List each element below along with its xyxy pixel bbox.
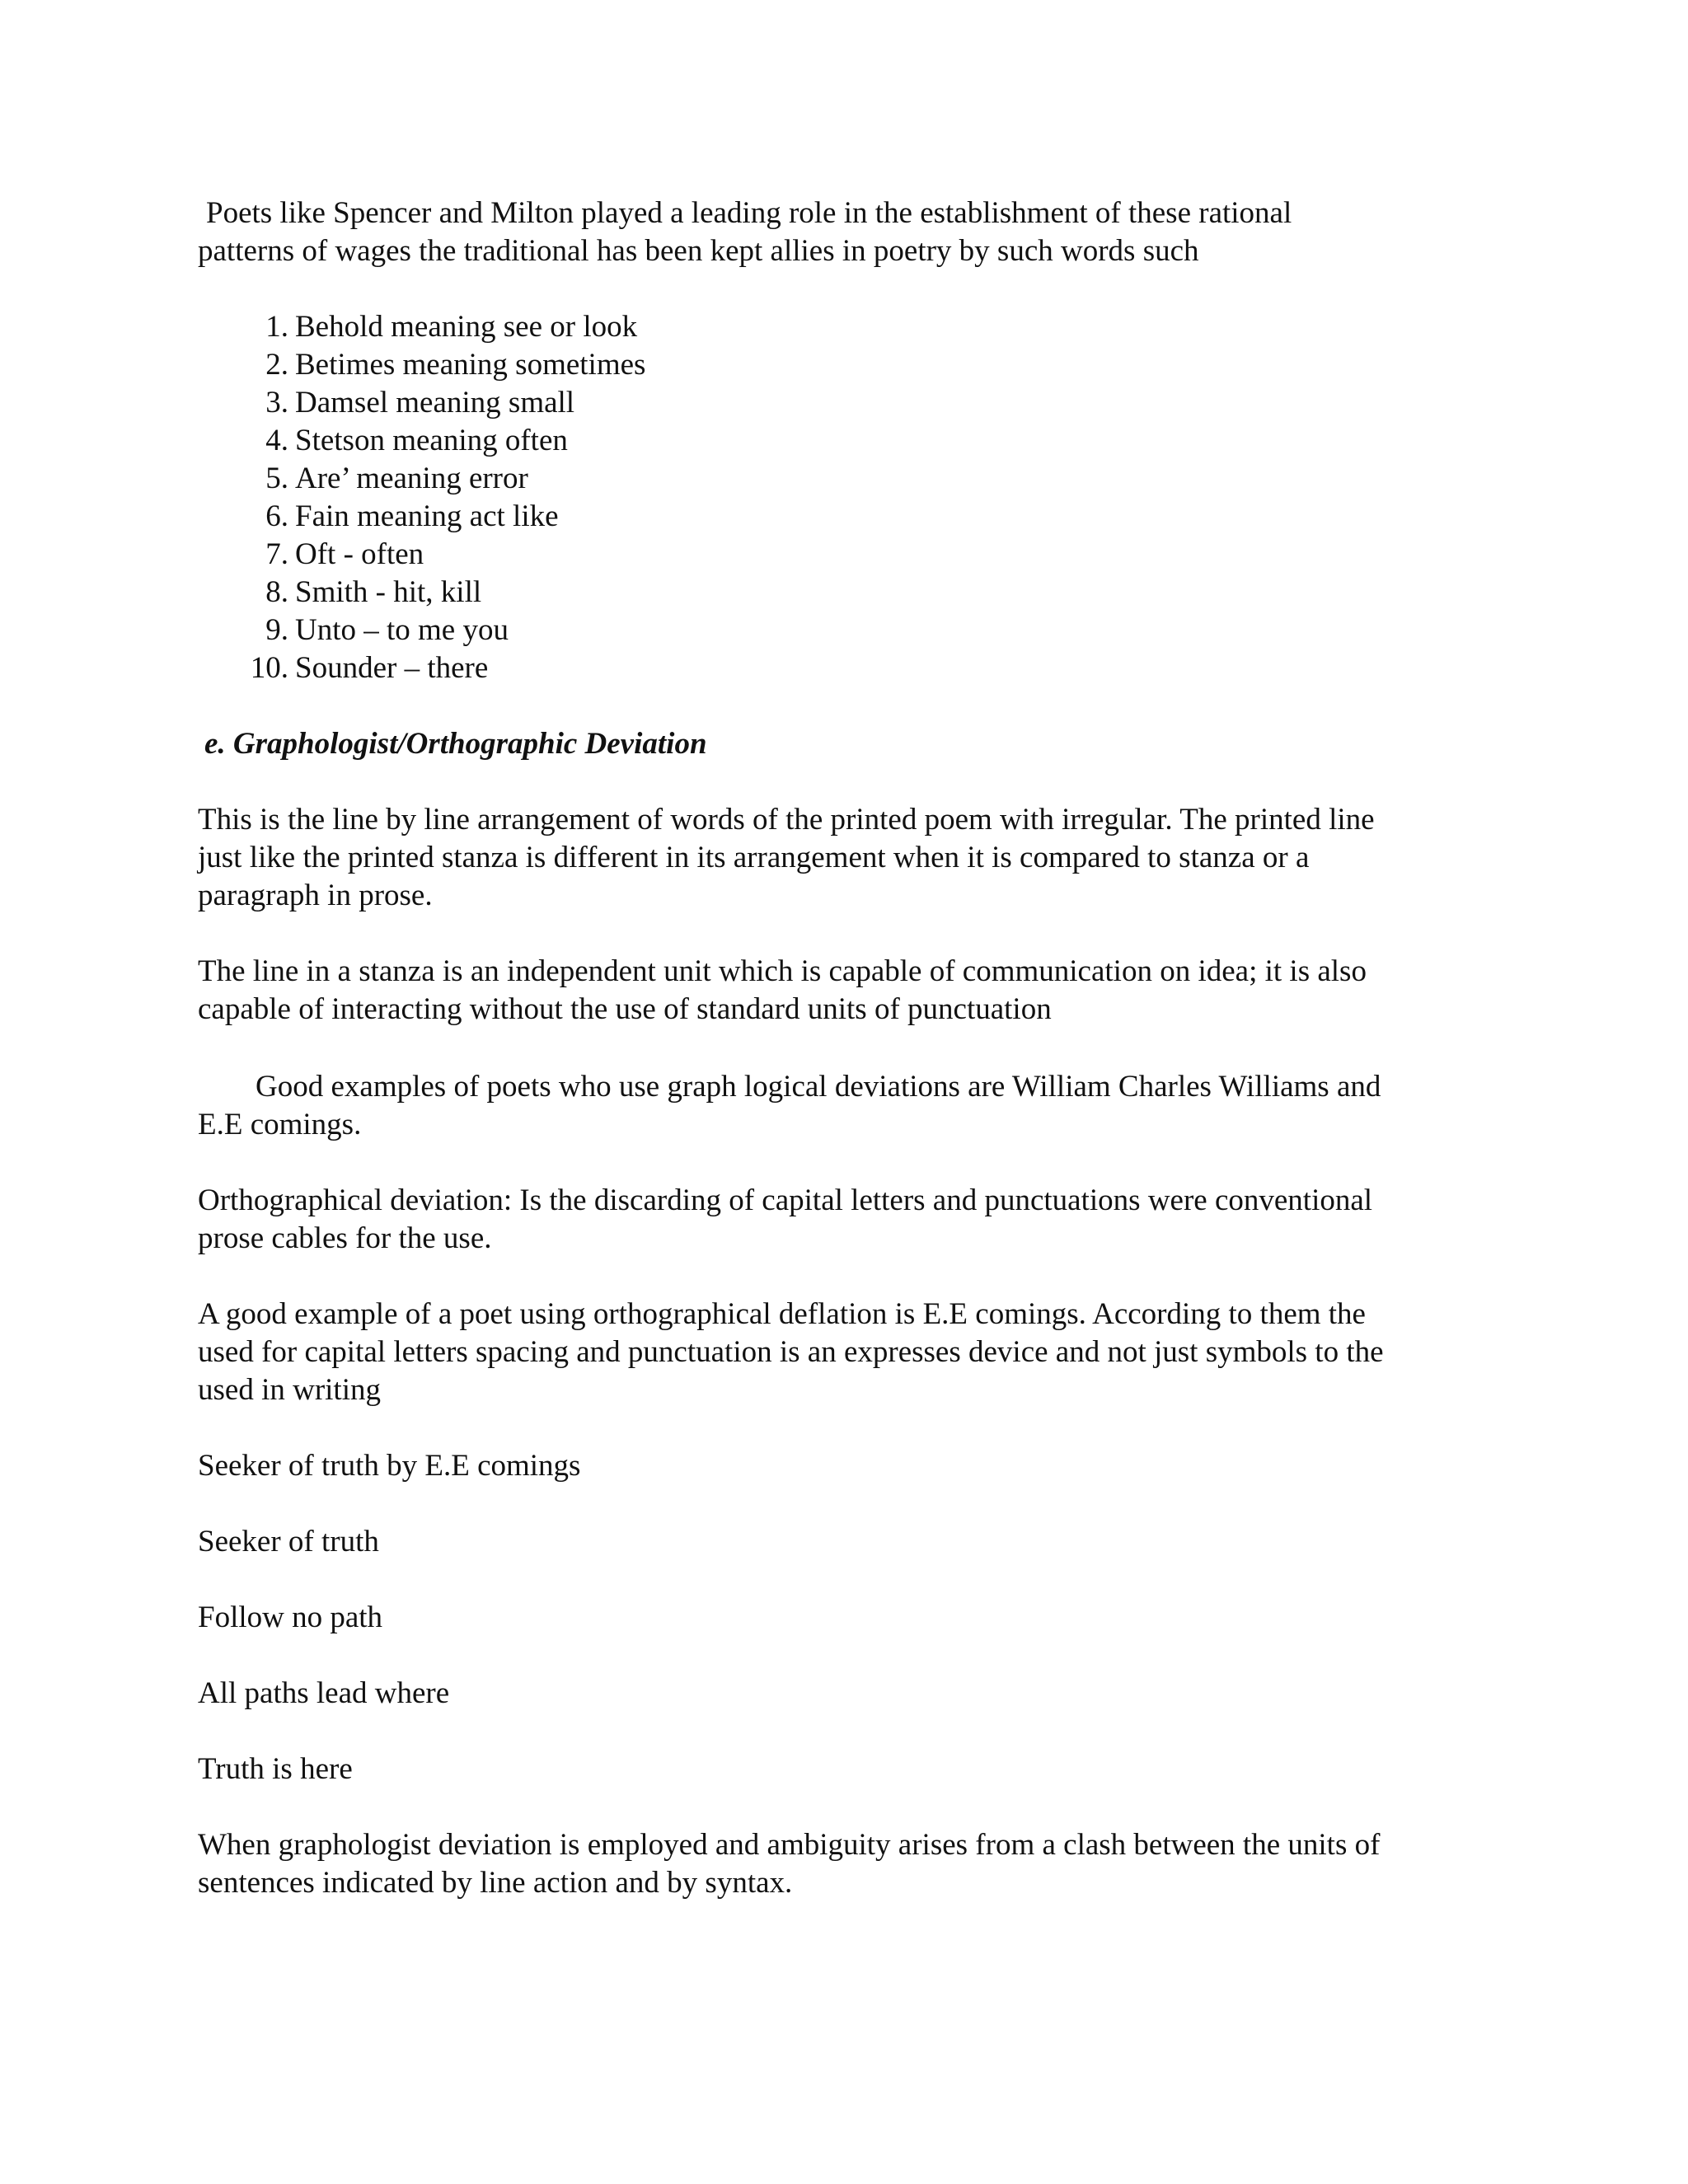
list-item xyxy=(198,612,1484,649)
paragraph-line: Orthographical deviation: Is the discarding of capital letters and punctuations were conventional xyxy=(198,1183,1373,1217)
closing-paragraph xyxy=(198,1826,1484,1902)
paragraph-line: paragraph in prose. xyxy=(198,879,433,912)
paragraph-line: just like the printed stanza is different in its arrangement when it is compared to stanza or a xyxy=(198,841,1310,874)
list-item-text: Smith - hit, kill xyxy=(295,575,482,609)
list-item xyxy=(198,460,1484,498)
list-item-text: Are’ meaning error xyxy=(295,462,528,495)
list-item-number: 10. xyxy=(250,651,288,685)
poem-line: Follow no path xyxy=(198,1601,383,1634)
paragraph-line: E.E comings. xyxy=(198,1108,362,1141)
paragraph-line: When graphologist deviation is employed and ambiguity arises from a clash between the units of xyxy=(198,1828,1381,1862)
poem-line: Seeker of truth xyxy=(198,1525,379,1558)
paragraph-line: capable of interacting without the use of standard units of punctuation xyxy=(198,992,1052,1026)
paragraph-line: used for capital letters spacing and punctuation is an expresses device and not just symbols to the xyxy=(198,1335,1384,1369)
intro-paragraph xyxy=(198,194,1484,270)
list-item-number: 7. xyxy=(265,537,288,571)
intro-line-2: patterns of wages the traditional has been kept allies in poetry by such words such xyxy=(198,234,1199,268)
list-item-text: Sounder – there xyxy=(295,651,489,685)
list-item xyxy=(198,574,1484,612)
archaic-words-list xyxy=(198,308,1484,687)
list-item xyxy=(198,346,1484,384)
list-item xyxy=(198,649,1484,687)
list-item xyxy=(198,498,1484,536)
list-item-text: Damsel meaning small xyxy=(295,386,575,419)
list-item-text: Oft - often xyxy=(295,537,424,571)
list-item-number: 9. xyxy=(265,613,288,647)
document-page xyxy=(198,194,1484,1902)
body-paragraph xyxy=(198,1068,1484,1144)
list-item-text: Unto – to me you xyxy=(295,613,509,647)
list-item xyxy=(198,422,1484,460)
poem-line: Truth is here xyxy=(198,1752,353,1786)
paragraph-line: Good examples of poets who use graph logical deviations are William Charles Williams and xyxy=(256,1070,1381,1104)
body-paragraph xyxy=(198,1182,1484,1258)
paragraph-line: A good example of a poet using orthographical deflation is E.E comings. According to them the xyxy=(198,1297,1366,1331)
list-item-text: Betimes meaning sometimes xyxy=(295,348,646,382)
list-item xyxy=(198,308,1484,346)
list-item-number: 4. xyxy=(265,424,288,457)
paragraph-line: prose cables for the use. xyxy=(198,1221,492,1255)
list-item-number: 2. xyxy=(265,348,288,382)
body-paragraph xyxy=(198,801,1484,915)
list-item xyxy=(198,536,1484,574)
poem-line: All paths lead where xyxy=(198,1676,450,1710)
list-item-number: 8. xyxy=(265,575,288,609)
list-item-number: 6. xyxy=(265,499,288,533)
section-heading: e. Graphologist/Orthographic Deviation xyxy=(204,727,707,761)
list-item-number: 1. xyxy=(265,310,288,344)
paragraph-line: sentences indicated by line action and by syntax. xyxy=(198,1866,793,1900)
list-item-text: Behold meaning see or look xyxy=(295,310,638,344)
paragraph-line: This is the line by line arrangement of words of the printed poem with irregular. The printed line xyxy=(198,803,1375,837)
intro-line-1: Poets like Spencer and Milton played a leading role in the establishment of these rational xyxy=(206,196,1292,230)
list-item-number: 5. xyxy=(265,462,288,495)
body-paragraph xyxy=(198,1296,1484,1409)
body-paragraph xyxy=(198,953,1484,1029)
list-item-text: Fain meaning act like xyxy=(295,499,559,533)
list-item xyxy=(198,384,1484,422)
paragraph-line: The line in a stanza is an independent unit which is capable of communication on idea; it is also xyxy=(198,954,1367,988)
poem-title: Seeker of truth by E.E comings xyxy=(198,1449,581,1483)
list-item-text: Stetson meaning often xyxy=(295,424,568,457)
paragraph-line: used in writing xyxy=(198,1373,381,1407)
list-item-number: 3. xyxy=(265,386,288,419)
